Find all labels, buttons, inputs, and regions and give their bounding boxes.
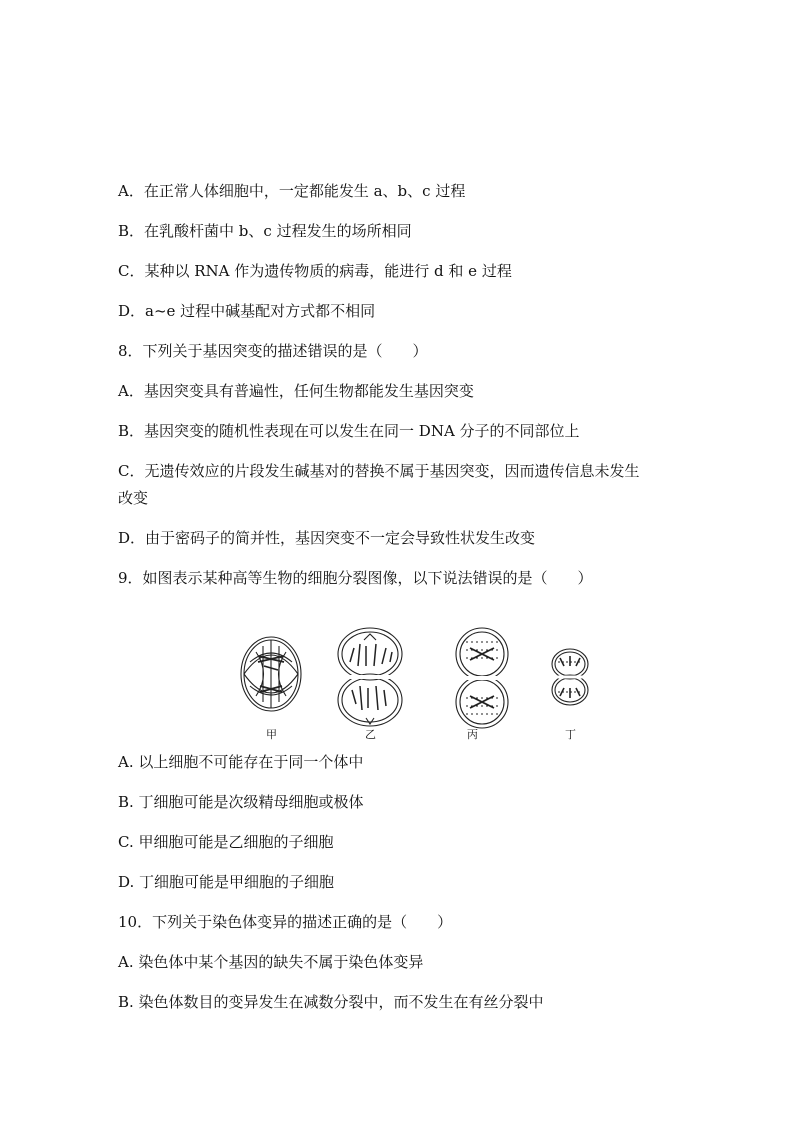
q8-stem: 8．下列关于基因突变的描述错误的是（ ） [118,342,428,360]
cell-jia [241,637,301,711]
q9-option-c: C. 甲细胞可能是乙细胞的子细胞 [118,833,334,851]
q7-option-d: D．a~e 过程中碱基配对方式都不相同 [118,302,376,320]
cell-division-drawing [230,622,600,752]
q8-option-c: C．无遗传效应的片段发生碱基对的替换不属于基因突变，因而遗传信息未发生 [118,462,640,480]
cell-ding [552,649,588,705]
figure-label-jia: 甲 [266,728,277,741]
q7-option-b: B．在乳酸杆菌中 b、c 过程发生的场所相同 [118,222,412,240]
q7-option-c: C．某种以 RNA 作为遗传物质的病毒，能进行 d 和 e 过程 [118,262,512,280]
q9-option-b: B. 丁细胞可能是次级精母细胞或极体 [118,793,364,811]
cell-division-figure [230,622,600,752]
q8-option-c-continued: 改变 [118,489,149,507]
q9-option-a: A. 以上细胞不可能存在于同一个体中 [118,753,364,771]
figure-label-ding: 丁 [565,728,576,741]
q8-option-b: B．基因突变的随机性表现在可以发生在同一 DNA 分子的不同部位上 [118,422,580,440]
q10-option-b: B. 染色体数目的变异发生在减数分裂中，而不发生在有丝分裂中 [118,993,544,1011]
q9-stem: 9．如图表示某种高等生物的细胞分裂图像，以下说法错误的是（ ） [118,569,593,587]
figure-label-yi: 乙 [365,728,376,741]
q8-option-d: D．由于密码子的简并性，基因突变不一定会导致性状发生改变 [118,529,536,547]
q10-stem: 10．下列关于染色体变异的描述正确的是（ ） [118,913,453,931]
q7-option-a: A．在正常人体细胞中，一定都能发生 a、b、c 过程 [118,182,466,200]
cell-bing [456,628,508,728]
q8-option-a: A．基因突变具有普遍性，任何生物都能发生基因突变 [118,382,474,400]
cell-yi [338,628,402,726]
q9-option-d: D. 丁细胞可能是甲细胞的子细胞 [118,873,335,891]
q10-option-a: A. 染色体中某个基因的缺失不属于染色体变异 [118,953,424,971]
figure-label-bing: 丙 [467,728,478,741]
